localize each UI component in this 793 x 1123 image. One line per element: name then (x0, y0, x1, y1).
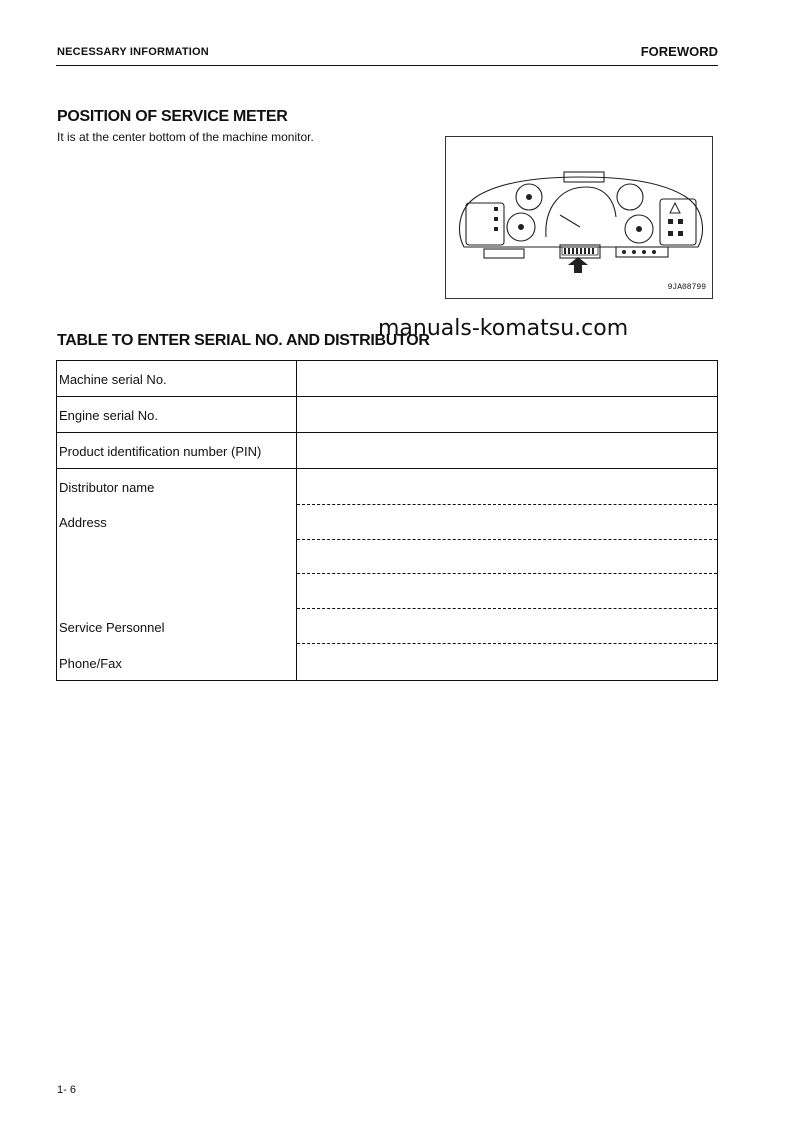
pin-label: Product identification number (PIN) (59, 444, 262, 459)
service-personnel-field[interactable] (298, 609, 717, 643)
section-title-service-meter: POSITION OF SERVICE METER (57, 108, 288, 125)
machine-serial-field[interactable] (298, 361, 717, 396)
section-title-serial-table: TABLE TO ENTER SERIAL NO. AND DISTRIBUTOR (57, 332, 430, 349)
engine-serial-field[interactable] (298, 397, 717, 432)
machine-monitor-illustration (446, 137, 714, 300)
address-field[interactable] (298, 505, 717, 608)
page-number: 1- 6 (57, 1084, 76, 1096)
machine-monitor-figure (445, 136, 713, 299)
serial-distributor-table (56, 360, 718, 681)
header-right: FOREWORD (640, 44, 718, 59)
header-left: NECESSARY INFORMATION (57, 46, 209, 58)
distributor-name-field[interactable] (298, 469, 717, 504)
service-meter-description: It is at the center bottom of the machine monitor. (57, 130, 314, 144)
header-rule (56, 65, 718, 66)
figure-code: 9JA08799 (667, 283, 706, 292)
pin-field[interactable] (298, 433, 717, 468)
phone-fax-field[interactable] (298, 644, 717, 679)
column-divider (296, 361, 297, 680)
service-personnel-label: Service Personnel (59, 620, 165, 635)
watermark: manuals-komatsu.com (378, 316, 629, 341)
phone-fax-label: Phone/Fax (59, 656, 122, 671)
engine-serial-label: Engine serial No. (59, 408, 158, 423)
address-label: Address (59, 515, 107, 530)
distributor-name-label: Distributor name (59, 480, 155, 495)
machine-serial-label: Machine serial No. (59, 372, 167, 387)
